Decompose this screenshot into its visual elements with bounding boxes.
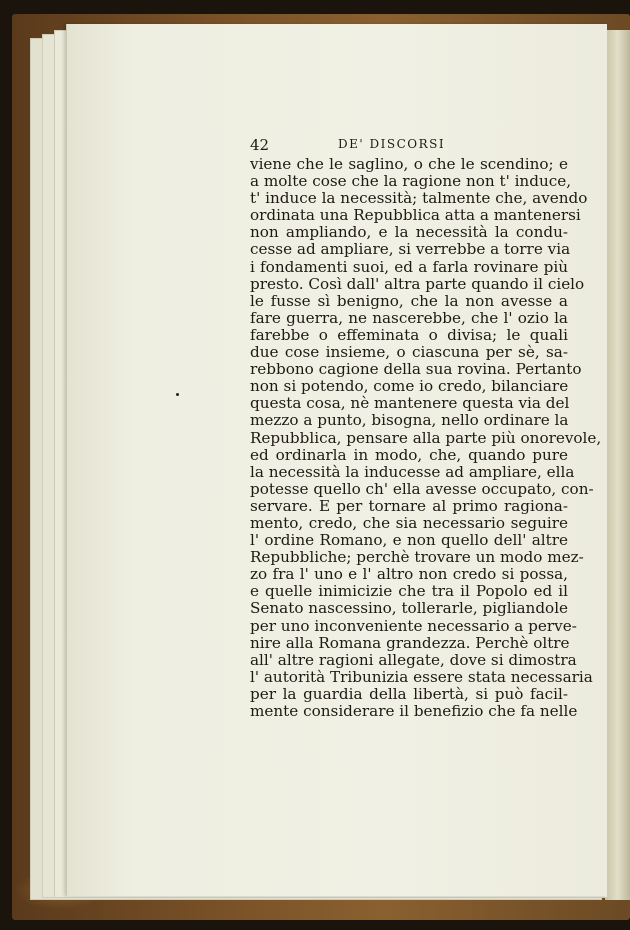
text-line: ed ordinarla in modo, che, quando pure	[250, 445, 568, 464]
page-number: 42	[250, 136, 270, 154]
ink-speck	[176, 393, 179, 396]
running-head	[250, 136, 568, 156]
text-line: Senato nascessino, tollerarle, pigliandole	[250, 599, 569, 618]
text-line: le fusse sì benigno, che la non avesse a	[250, 291, 568, 310]
page-edge-strip	[605, 30, 630, 900]
text-line: non ampliando, e la necessità la condu-	[250, 223, 568, 242]
text-line: per la guardia della libertà, si può facil-	[250, 684, 568, 703]
text-line: t' induce la necessità; talmente che, avendo	[250, 189, 588, 208]
text-line: fare guerra, ne nascerebbe, che l' ozio la	[250, 308, 568, 327]
text-line: potesse quello ch' ella avesse occupato, con-	[250, 479, 594, 498]
text-line: per uno inconveniente necessario a perve-	[250, 616, 577, 635]
text-line: rebbono cagione della sua rovina. Pertanto	[250, 360, 582, 379]
text-line: l' ordine Romano, e non quello dell' altre	[250, 531, 568, 550]
text-line: nire alla Romana grandezza. Perchè oltre	[250, 633, 570, 652]
text-line: a molte cose che la ragione non t' induce,	[250, 172, 572, 191]
text-line: zo fra l' uno e l' altro non credo si possa,	[250, 565, 568, 584]
text-line: Repubblica, pensare alla parte più onorevole,	[250, 428, 602, 447]
text-line: viene che le saglino, o che le scendino; e	[250, 155, 568, 173]
text-line: mezzo a punto, bisogna, nello ordinare la	[250, 411, 569, 430]
text-line: i fondamenti suoi, ed a farla rovinare più	[250, 257, 568, 276]
text-block	[250, 136, 602, 720]
text-line: due cose insieme, o ciascuna per sè, sa-	[250, 343, 568, 362]
text-line: cesse ad ampliare, si verrebbe a torre via	[250, 240, 571, 259]
text-line: la necessità la inducesse ad ampliare, ella	[250, 462, 575, 481]
text-line: presto. Così dall' altra parte quando il cielo	[250, 274, 585, 293]
text-line: Repubbliche; perchè trovare un modo mez-	[250, 548, 584, 567]
running-head-title: DE' DISCORSI	[338, 137, 446, 151]
text-line: farebbe o effeminata o divisa; le quali	[250, 325, 568, 344]
text-line: mento, credo, che sia necessario seguire	[250, 513, 568, 532]
text-line: all' altre ragioni allegate, dove si dimostra	[250, 650, 577, 669]
text-line: mente considerare il benefizio che fa nelle	[250, 702, 578, 720]
text-line: non si potendo, come io credo, bilanciare	[250, 377, 569, 396]
body-text	[250, 155, 602, 720]
text-line: servare. E per tornare al primo ragiona-	[250, 496, 568, 515]
text-line: e quelle inimicizie che tra il Popolo ed il	[250, 582, 568, 601]
text-line: ordinata una Repubblica atta a mantenersi	[250, 206, 581, 225]
text-line: l' autorità Tribunizia essere stata necessaria	[250, 667, 593, 686]
text-line: questa cosa, nè mantenere questa via del	[250, 394, 570, 413]
